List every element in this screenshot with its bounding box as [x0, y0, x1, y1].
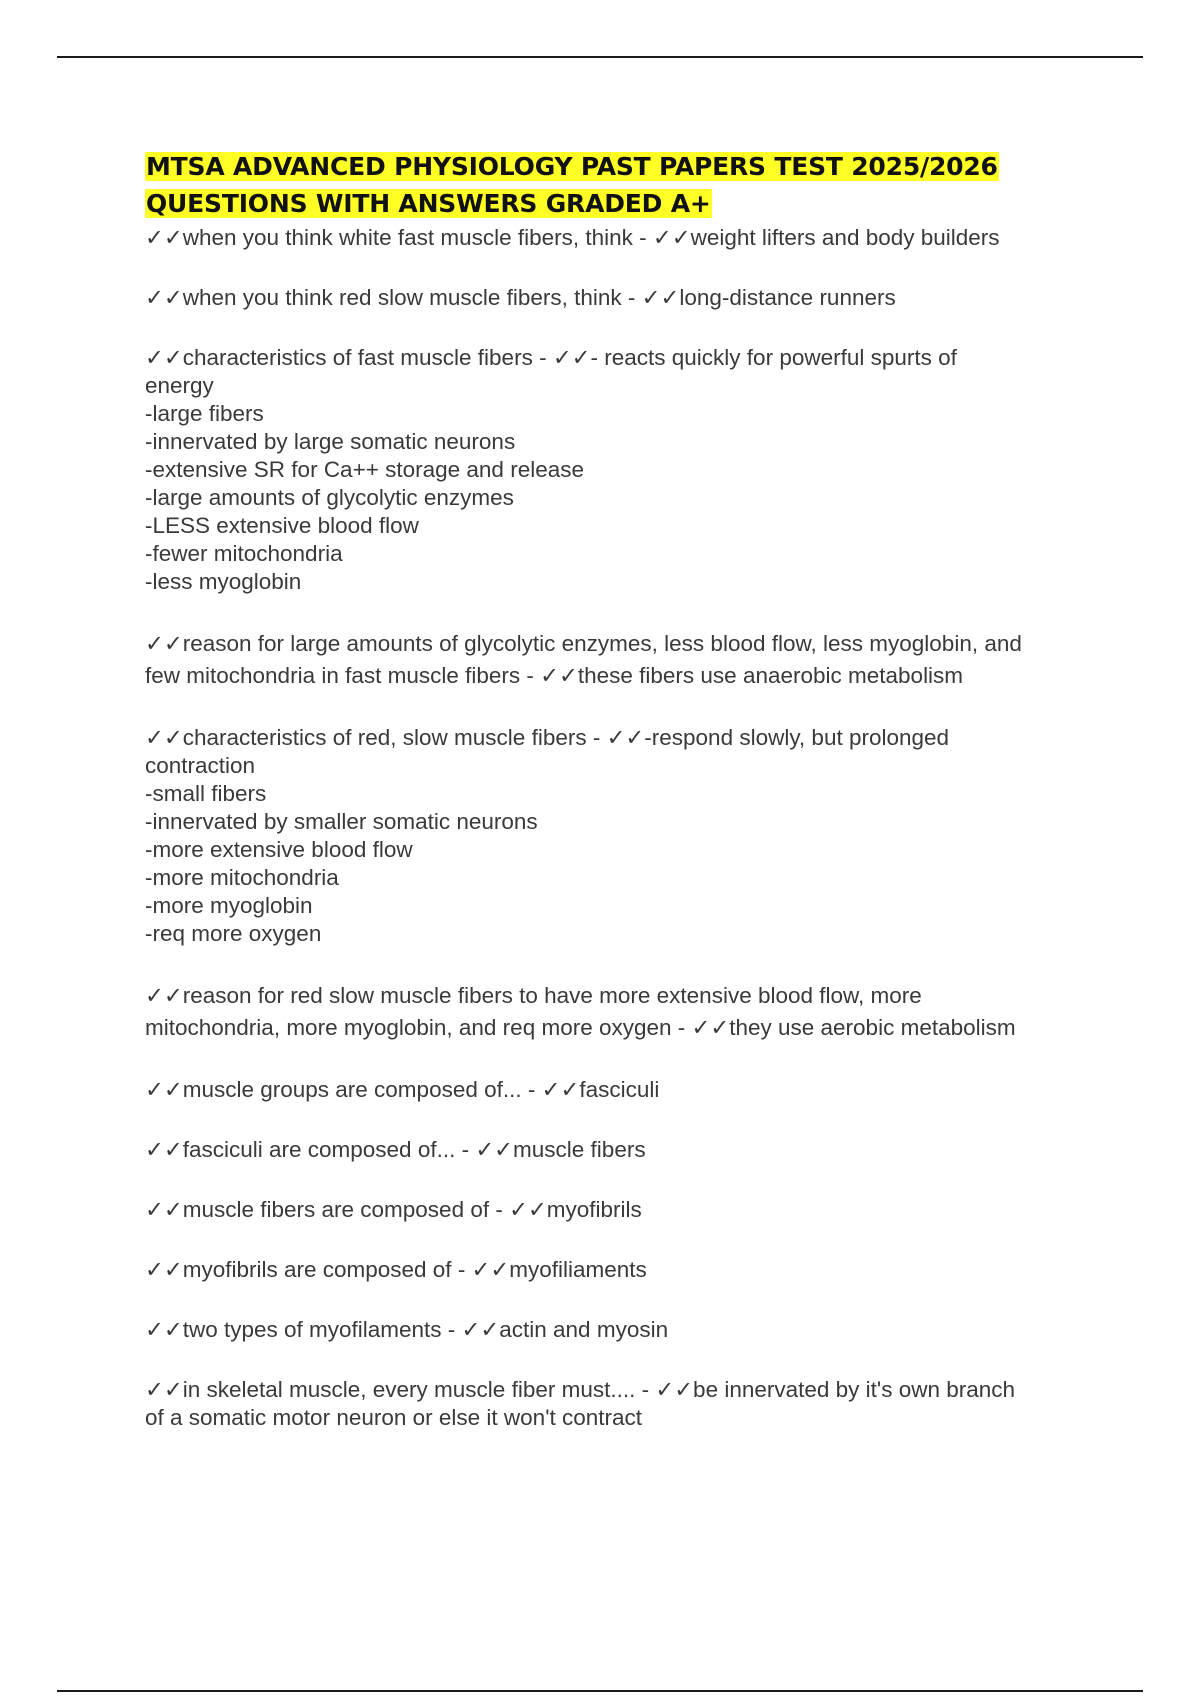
title-line-1: MTSA ADVANCED PHYSIOLOGY PAST PAPERS TEST 2025/2026 — [146, 152, 998, 181]
qa-entry: ✓✓two types of myofilaments - ✓✓actin and myosin — [145, 1317, 669, 1342]
qa-entry: ✓✓characteristics of red, slow muscle fibers - ✓✓-respond slowly, but prolonged contraction -small fibers -innervated by smaller somatic neurons -more extensive blood flow -more mitochondria -more myoglobin -req more oxygen — [145, 725, 950, 946]
qa-entry: ✓✓reason for red slow muscle fibers to have more extensive blood flow, more mitochondria, more myoglobin, and req more oxygen - ✓✓they use aerobic metabolism — [145, 983, 1016, 1040]
top-rule — [57, 56, 1143, 58]
qa-entry: ✓✓when you think white fast muscle fibers, think - ✓✓weight lifters and body builders — [145, 225, 1000, 250]
title-line-2: QUESTIONS WITH ANSWERS GRADED A+ — [146, 189, 711, 218]
qa-entry: ✓✓characteristics of fast muscle fibers - ✓✓- reacts quickly for powerful spurts of energy -large fibers -innervated by large somatic neurons -extensive SR for Ca++ storage and release -large amounts of glycolytic enzymes -LESS extensive blood flow -fewer mitochondria -less myoglobin — [145, 345, 957, 594]
document-body — [145, 148, 1095, 1464]
qa-entry: ✓✓when you think red slow muscle fibers, think - ✓✓long-distance runners — [145, 285, 896, 310]
bottom-rule — [57, 1690, 1143, 1692]
qa-entry: ✓✓in skeletal muscle, every muscle fiber must.... - ✓✓be innervated by it's own branch of a somatic motor neuron or else it won't contract — [145, 1377, 1016, 1430]
qa-entry: ✓✓reason for large amounts of glycolytic enzymes, less blood flow, less myoglobin, and few mitochondria in fast muscle fibers - ✓✓these fibers use anaerobic metabolism — [145, 631, 1022, 688]
qa-entry: ✓✓fasciculi are composed of... - ✓✓muscle fibers — [145, 1137, 646, 1162]
qa-entry: ✓✓muscle groups are composed of... - ✓✓fasciculi — [145, 1077, 660, 1102]
qa-entry: ✓✓myofibrils are composed of - ✓✓myofiliaments — [145, 1257, 647, 1282]
qa-entry: ✓✓muscle fibers are composed of - ✓✓myofibrils — [145, 1197, 642, 1222]
document-title — [145, 148, 1095, 222]
